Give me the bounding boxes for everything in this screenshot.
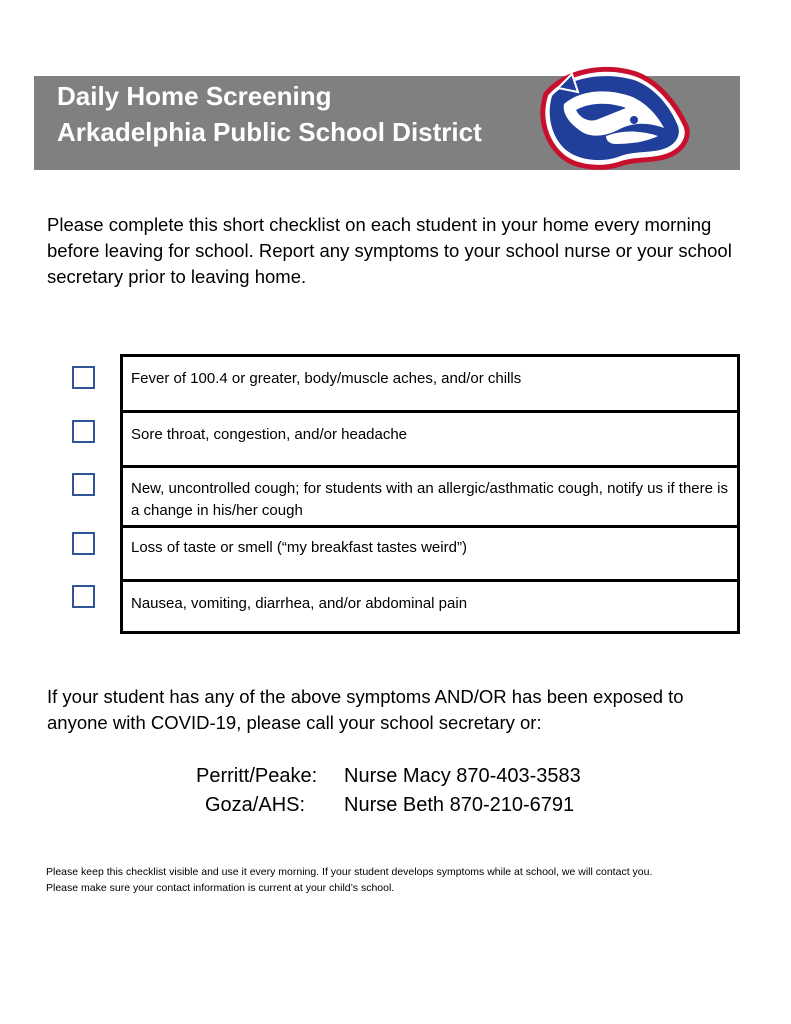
symptom-text: Fever of 100.4 or greater, body/muscle aches, and/or chills [131,370,522,387]
symptom-row [123,413,737,468]
symptom-checkbox[interactable] [72,366,95,389]
contact-nurse: Nurse Beth 870-210-6791 [344,794,575,816]
symptom-checkbox[interactable] [72,473,95,496]
symptom-text: Loss of taste or smell (“my breakfast tastes weird”) [131,539,467,556]
symptom-text: Nausea, vomiting, diarrhea, and/or abdominal pain [131,595,468,612]
symptom-checklist-table [120,354,740,634]
symptom-row [123,357,737,413]
contact-nurse: Nurse Macy 870-403-3583 [344,765,581,787]
symptom-row [123,582,737,634]
contact-schools: Goza/AHS: [205,794,306,816]
document-title: Daily Home Screening [57,81,332,111]
intro-paragraph: Please complete this short checklist on each student in your home every morning before leaving for school. Report any symptoms to your school nurse or your school secretary prior to leaving home. [47,214,732,287]
footer-line: Please make sure your contact information is current at your child’s school. [46,882,395,894]
badger-mascot-icon [536,64,692,172]
symptom-text: New, uncontrolled cough; for students with an allergic/asthmatic cough, notify us if there is a change in his/her cough [131,480,728,519]
symptom-row [123,468,737,528]
district-name: Arkadelphia Public School District [57,117,482,147]
symptom-checkbox[interactable] [72,585,95,608]
symptom-row [123,528,737,582]
contact-schools: Perritt/Peake: [196,765,318,787]
symptom-checkbox[interactable] [72,532,95,555]
instructions-paragraph: If your student has any of the above symptoms AND/OR has been exposed to anyone with COVID-19, please call your school secretary or: [47,686,684,733]
footer-note [46,864,766,896]
symptom-text: Sore throat, congestion, and/or headache [131,426,408,443]
footer-line: Please keep this checklist visible and use it every morning. If your student develops symptoms while at school, we will contact you. [46,866,653,878]
symptom-checkbox[interactable] [72,420,95,443]
